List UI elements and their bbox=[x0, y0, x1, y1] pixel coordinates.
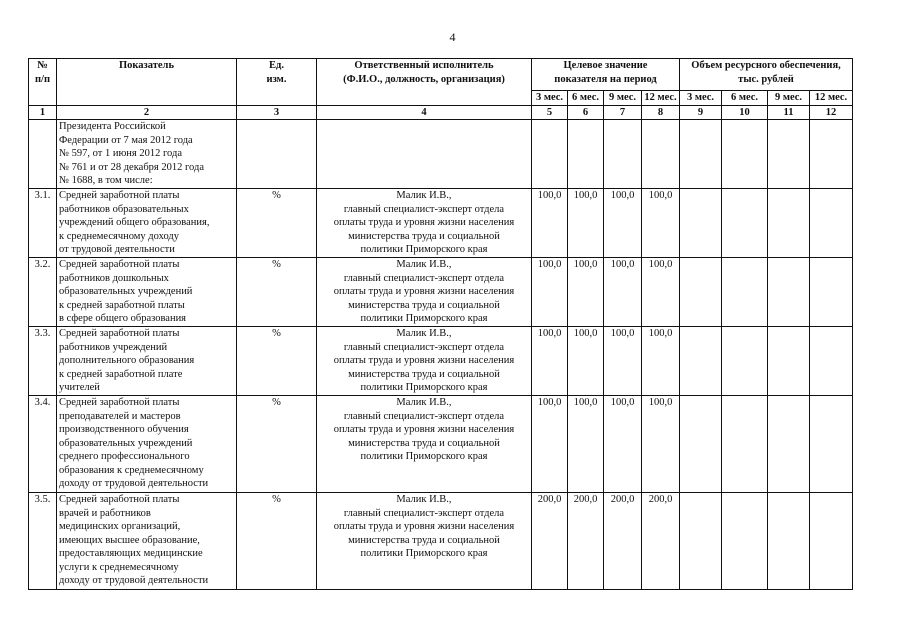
row-responsible: Малик И.В., главный специалист-эксперт отдела оплаты труда и уровня жизни населения министерства труда и социальной политики Приморского края bbox=[317, 493, 532, 590]
table-row bbox=[29, 493, 853, 590]
header-indicator: Показатель bbox=[57, 59, 237, 106]
row-unit: % bbox=[237, 258, 317, 327]
target-9m: 100,0 bbox=[604, 189, 642, 258]
row-number: 3.2. bbox=[29, 258, 57, 327]
target-12m: 200,0 bbox=[642, 493, 680, 590]
row-number: 3.5. bbox=[29, 493, 57, 590]
resource-9m bbox=[768, 258, 810, 327]
target-12m: 100,0 bbox=[642, 327, 680, 396]
target-6m: 200,0 bbox=[568, 493, 604, 590]
resource-6m bbox=[722, 396, 768, 493]
column-number-row bbox=[29, 105, 853, 120]
row-indicator: Средней заработной платы работников учреждений дополнительного образования к средней заработной плате учителей bbox=[57, 327, 237, 396]
target-9m: 100,0 bbox=[604, 327, 642, 396]
row-indicator: Средней заработной платы преподавателей и мастеров производственного обучения образовательных учреждений среднего профессионального образования к среднемесячному доходу от трудовой деятельности bbox=[57, 396, 237, 493]
table-row bbox=[29, 258, 853, 327]
column-number: 8 bbox=[642, 105, 680, 120]
resource-period: 6 мес. bbox=[722, 91, 768, 106]
resource-9m bbox=[768, 327, 810, 396]
target-9m: 100,0 bbox=[604, 396, 642, 493]
page-number: 4 bbox=[449, 30, 456, 44]
column-number: 9 bbox=[680, 105, 722, 120]
target-12m: 100,0 bbox=[642, 189, 680, 258]
resource-3m bbox=[680, 396, 722, 493]
target-3m: 100,0 bbox=[532, 258, 568, 327]
column-number: 2 bbox=[57, 105, 237, 120]
target-12m: 100,0 bbox=[642, 396, 680, 493]
column-number: 1 bbox=[29, 105, 57, 120]
header-responsible: Ответственный исполнитель (Ф.И.О., должность, организация) bbox=[317, 59, 532, 106]
row-indicator: Средней заработной платы работников образовательных учреждений общего образования, к среднемесячному доходу от трудовой деятельности bbox=[57, 189, 237, 258]
resource-12m bbox=[810, 396, 853, 493]
resource-9m bbox=[768, 396, 810, 493]
table-row bbox=[29, 396, 853, 493]
target-12m: 100,0 bbox=[642, 258, 680, 327]
row-number: 3.4. bbox=[29, 396, 57, 493]
indicators-table bbox=[28, 58, 853, 590]
column-number: 5 bbox=[532, 105, 568, 120]
resource-9m bbox=[768, 493, 810, 590]
resource-12m bbox=[810, 258, 853, 327]
resource-6m bbox=[722, 189, 768, 258]
resource-period: 3 мес. bbox=[680, 91, 722, 106]
column-number: 11 bbox=[768, 105, 810, 120]
header-row bbox=[29, 59, 853, 91]
row-indicator: Средней заработной платы врачей и работников медицинских организаций, имеющих высшее образование, предоставляющих медицинские услуги к среднемесячному доходу от трудовой деятельности bbox=[57, 493, 237, 590]
resource-6m bbox=[722, 327, 768, 396]
resource-9m bbox=[768, 189, 810, 258]
column-number: 3 bbox=[237, 105, 317, 120]
target-period: 9 мес. bbox=[604, 91, 642, 106]
target-9m: 100,0 bbox=[604, 258, 642, 327]
target-3m: 100,0 bbox=[532, 189, 568, 258]
resource-3m bbox=[680, 327, 722, 396]
resource-3m bbox=[680, 493, 722, 590]
row-unit: % bbox=[237, 189, 317, 258]
target-period: 6 мес. bbox=[568, 91, 604, 106]
target-3m: 100,0 bbox=[532, 327, 568, 396]
header-resource: Объем ресурсного обеспечения, тыс. рублей bbox=[680, 59, 853, 91]
resource-period: 9 мес. bbox=[768, 91, 810, 106]
header-target: Целевое значение показателя на период bbox=[532, 59, 680, 91]
row-responsible: Малик И.В., главный специалист-эксперт отдела оплаты труда и уровня жизни населения министерства труда и социальной политики Приморского края bbox=[317, 189, 532, 258]
indicator-rows bbox=[29, 189, 853, 590]
row-unit: % bbox=[237, 327, 317, 396]
resource-12m bbox=[810, 189, 853, 258]
row-indicator: Средней заработной платы работников дошкольных образовательных учреждений к средней заработной платы в сфере общего образования bbox=[57, 258, 237, 327]
resource-6m bbox=[722, 258, 768, 327]
intro-row bbox=[29, 120, 853, 189]
column-number: 6 bbox=[568, 105, 604, 120]
row-number: 3.3. bbox=[29, 327, 57, 396]
target-period: 12 мес. bbox=[642, 91, 680, 106]
target-period: 3 мес. bbox=[532, 91, 568, 106]
row-responsible: Малик И.В., главный специалист-эксперт отдела оплаты труда и уровня жизни населения министерства труда и социальной политики Приморского края bbox=[317, 258, 532, 327]
column-number: 4 bbox=[317, 105, 532, 120]
row-unit: % bbox=[237, 493, 317, 590]
table-row bbox=[29, 327, 853, 396]
row-responsible: Малик И.В., главный специалист-эксперт отдела оплаты труда и уровня жизни населения министерства труда и социальной политики Приморского края bbox=[317, 327, 532, 396]
resource-6m bbox=[722, 493, 768, 590]
column-number: 7 bbox=[604, 105, 642, 120]
resource-3m bbox=[680, 258, 722, 327]
target-6m: 100,0 bbox=[568, 396, 604, 493]
target-9m: 200,0 bbox=[604, 493, 642, 590]
resource-3m bbox=[680, 189, 722, 258]
intro-text: Президента Российской Федерации от 7 мая 2012 года № 597, от 1 июня 2012 года № 761 и от 28 декабря 2012 года № 1688, в том числе: bbox=[57, 120, 237, 189]
column-number: 12 bbox=[810, 105, 853, 120]
resource-12m bbox=[810, 327, 853, 396]
header-unit: Ед. изм. bbox=[237, 59, 317, 106]
row-responsible: Малик И.В., главный специалист-эксперт отдела оплаты труда и уровня жизни населения министерства труда и социальной политики Приморского края bbox=[317, 396, 532, 493]
row-number: 3.1. bbox=[29, 189, 57, 258]
target-6m: 100,0 bbox=[568, 258, 604, 327]
table-row bbox=[29, 189, 853, 258]
resource-12m bbox=[810, 493, 853, 590]
target-3m: 200,0 bbox=[532, 493, 568, 590]
column-number: 10 bbox=[722, 105, 768, 120]
resource-period: 12 мес. bbox=[810, 91, 853, 106]
target-6m: 100,0 bbox=[568, 189, 604, 258]
row-unit: % bbox=[237, 396, 317, 493]
header-no: № п/п bbox=[29, 59, 57, 106]
target-6m: 100,0 bbox=[568, 327, 604, 396]
target-3m: 100,0 bbox=[532, 396, 568, 493]
